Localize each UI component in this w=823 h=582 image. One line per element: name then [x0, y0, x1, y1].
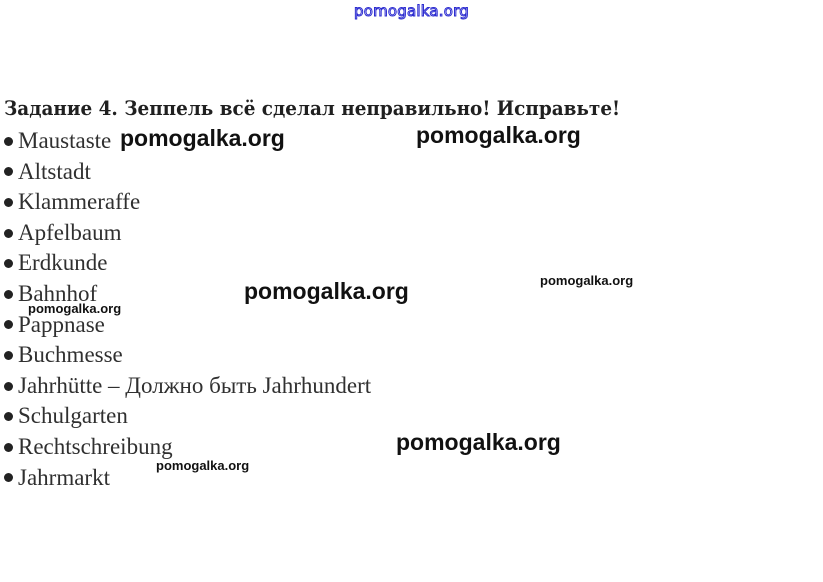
bullet-icon: [4, 320, 13, 329]
bullet-icon: [4, 473, 13, 482]
bullet-icon: [4, 229, 13, 238]
list-item-text: Schulgarten: [18, 403, 128, 429]
list-item: [4, 187, 371, 218]
bullet-icon: [4, 290, 13, 299]
list-item-text: Apfelbaum: [18, 219, 122, 245]
bullet-icon: [4, 412, 13, 421]
bullet-icon: [4, 443, 13, 452]
header-watermark: pomogalka.org: [354, 2, 469, 20]
watermark: pomogalka.org: [396, 429, 561, 455]
list-item: [4, 340, 371, 371]
list-item-text: Altstadt: [18, 158, 91, 184]
list-item: [4, 401, 371, 432]
list-item: [4, 371, 371, 402]
watermark: pomogalka.org: [156, 458, 250, 473]
bullet-icon: [4, 198, 13, 207]
watermark: pomogalka.org: [28, 301, 122, 316]
bullet-icon: [4, 351, 13, 360]
list-item: [4, 157, 371, 188]
task-heading: Задание 4. Зеппель всё сделал неправильно! Исправьте!: [4, 96, 621, 120]
list-item-text: Rechtschreibung: [18, 433, 173, 459]
list-item-text: Bahnhof: [18, 280, 98, 306]
bullet-icon: [4, 167, 13, 176]
list-item-text: Jahrhütte – Должно быть Jahrhundert: [18, 372, 372, 398]
list-item-text: Buchmesse: [18, 342, 123, 368]
list-item-text: Klammeraffe: [18, 189, 141, 215]
list-item: [4, 248, 371, 279]
list-item-text: Maustaste: [18, 128, 112, 153]
list-item: [4, 218, 371, 249]
list-item-text: Erdkunde: [18, 250, 108, 276]
bullet-icon: [4, 259, 13, 268]
list-item-text: Jahrmarkt: [18, 464, 110, 490]
bullet-icon: [4, 382, 13, 391]
watermark: pomogalka.org: [120, 125, 285, 151]
bullet-icon: [4, 137, 13, 146]
watermark: pomogalka.org: [540, 273, 634, 288]
list-item-text: Pappnase: [18, 311, 105, 337]
watermark: pomogalka.org: [416, 122, 581, 148]
watermark: pomogalka.org: [244, 278, 409, 304]
